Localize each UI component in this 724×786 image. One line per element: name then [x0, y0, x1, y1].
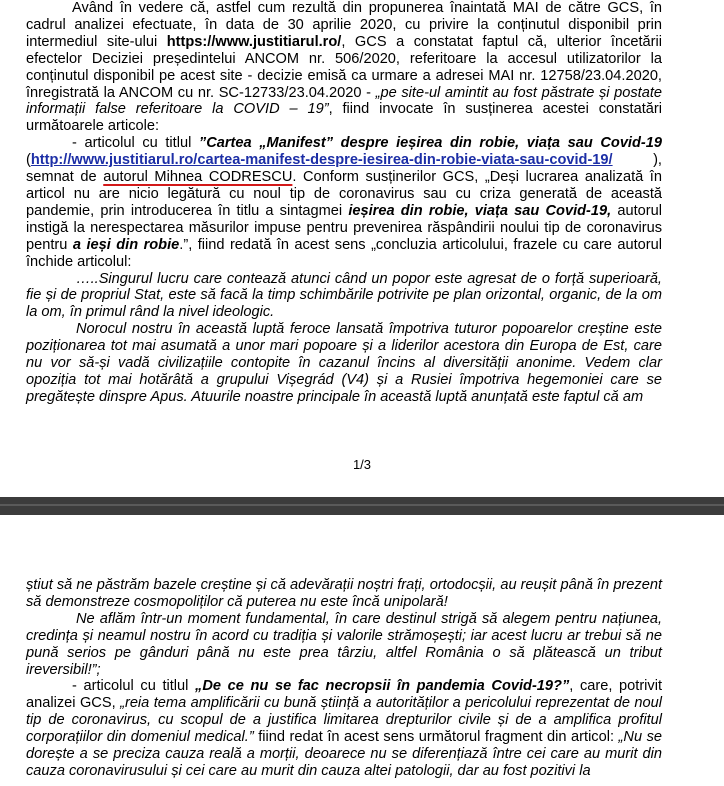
article-fragment-quote: „Nu se dorește a se preciza cauza reală a morții, deoarece nu se diferențiază între cei care au murit din cauza coronavirusului și cei care au murit din cauza altei patologii, dar au fost pozitivi la [26, 729, 662, 779]
quoted-paragraph-3: știut să ne păstrăm bazele creștine și că adevărații noștri frați, ortodocșii, au reușit până în prezent să demonstreze cosmopoliților că puterea nu este încă unipolară! [26, 577, 662, 610]
article-2-title: „De ce nu se fac necropsii în pandemia Covid-19?” [195, 678, 570, 695]
page-1-body [26, 0, 662, 406]
quoted-paragraph-4: Ne aflăm într-un moment fundamental, în care destinul strigă să alegem pentru națiunea, credința și neamul nostru în acord cu tradiția și valorile strămoșești; iar acest lucru ar trebui să ne pună serios pe gânduri până nu este prea târziu, altfel România o să plătească un tribut ireversibil!”; [26, 610, 662, 678]
document-page-2 [0, 515, 724, 786]
paragraph-article-2: - articolul cu titlul „De ce nu se fac necropsii în pandemia Covid-19?”, care, potrivit analizei GCS, „reia tema amplificării cu bună știință a autorităților a pericolului reprezentat de noul tip de coronavirus, cu scopul de a justifica limitarea drepturilor civile și de a amplifica profitul corporațiilor din domeniul medical.” fiind redat în acest sens următorul fragment din articol: „Nu se dorește a se preciza cauza reală a morții, deoarece nu se diferențiază între cei care au murit din cauza coronavirusului și cei care au murit din cauza altei patologii, dar au fost pozitivi la [26, 678, 663, 779]
quoted-paragraph-2: Norocul nostru în această luptă feroce lansată împotriva tuturor popoarelor creștine este poziționarea tot mai asumată a unor mari popoare și a liderilor acestora din Europa de Est, care nu vor să-și vadă civilizațiile contopite în cazanul încins al diversității anonime. Vedem clar opoziția tot mai hotărâtă a grupului Vișegrád (V4) și a Rusiei împotriva hegemoniei care se pregătește dinspre Apus. Atuurile noastre principale în această luptă anunțată este faptul că am [26, 321, 662, 405]
article-1-link[interactable]: http://www.justitiarul.ro/cartea-manifest-despre-iesirea-din-robie-viata-sau-covid-19/ [30, 152, 613, 169]
page-number: 1/3 [352, 457, 372, 472]
author-name: autorul Mihnea CODRESCU [103, 169, 293, 186]
site-url: https://www.justitiarul.ro/ [166, 33, 342, 50]
highlighted-phrase: ieșirea din robie, viața sau Covid-19, [348, 202, 612, 219]
page-separator [0, 497, 724, 515]
inline-quote: „pe site-ul amintit au fost păstrate și postate informații false referitoare la COVID – 19” [26, 84, 662, 118]
highlighted-phrase-2: a ieși din robie [72, 236, 180, 253]
paragraph-article-1: - articolul cu titlul ”Cartea „Manifest” despre ieșirea din robie, viața sau Covid-19 (http://www.justitiarul.ro/cartea-manifest-despre-iesirea-din-robie-viata-sau-covid-19/ ), semnat de autorul Mihnea CODRESCU. Conform susținerilor GCS, „Deși lucrarea analizată în articol nu are nicio legătură cu noul tip de coronavirus sau cu criza generată de această pandemie, prin introducerea în titlu a sintagmei ieșirea din robie, viața sau Covid-19, autorul instigă la nerespectarea măsurilor impuse pentru prevenirea răspândirii noului tip de coronavirus pentru a ieși din robie.”, fiind redată în acest sens „concluzia articolului, frazele cu care autorul închide articolul: [26, 135, 663, 270]
paragraph-context: Având în vedere că, astfel cum rezultă din propunerea înaintată MAI de către GCS, în cadrul analizei efectuate, în data de 30 aprilie 2020, cu privire la conținutul disponibil prin intermediul site-ului https://www.justitiarul.ro/, GCS a constatat faptul că, ulterior încetării efectelor Deciziei președintelui ANCOM nr. 506/2020, referitoare la accesul utilizatorilor la conținutul disponibil pe acest site - decizie emisă ca urmare a adresei MAI nr. 12758/23.04.2020, înregistrată la ANCOM cu nr. SC-12733/23.04.2020 - „pe site-ul amintit au fost păstrate și postate informații false referitoare la COVID – 19”, fiind invocate în susținerea acestei constatări următoarele articole: [26, 0, 662, 135]
page-2-body [26, 577, 662, 780]
gcs-analysis-quote: „reia tema amplificării cu bună știință a autorităților a pericolului reprezentat de noul tip de coronavirus, cu scopul de a justifica limitarea drepturilor civile și de a amplifica profitul corporațiilor din domeniul medical.” [26, 695, 662, 746]
quoted-paragraph-1: …..Singurul lucru care contează atunci când un popor este agresat de o forță superioară, fie și de propriul Stat, este să facă la timp schimbările potrivite pe plan orizontal, organic, de la om la om, în primul rând la nivel ideologic. [26, 270, 662, 321]
article-1-title: ”Cartea „Manifest” despre ieșirea din robie, viața sau Covid-19 [198, 135, 662, 152]
